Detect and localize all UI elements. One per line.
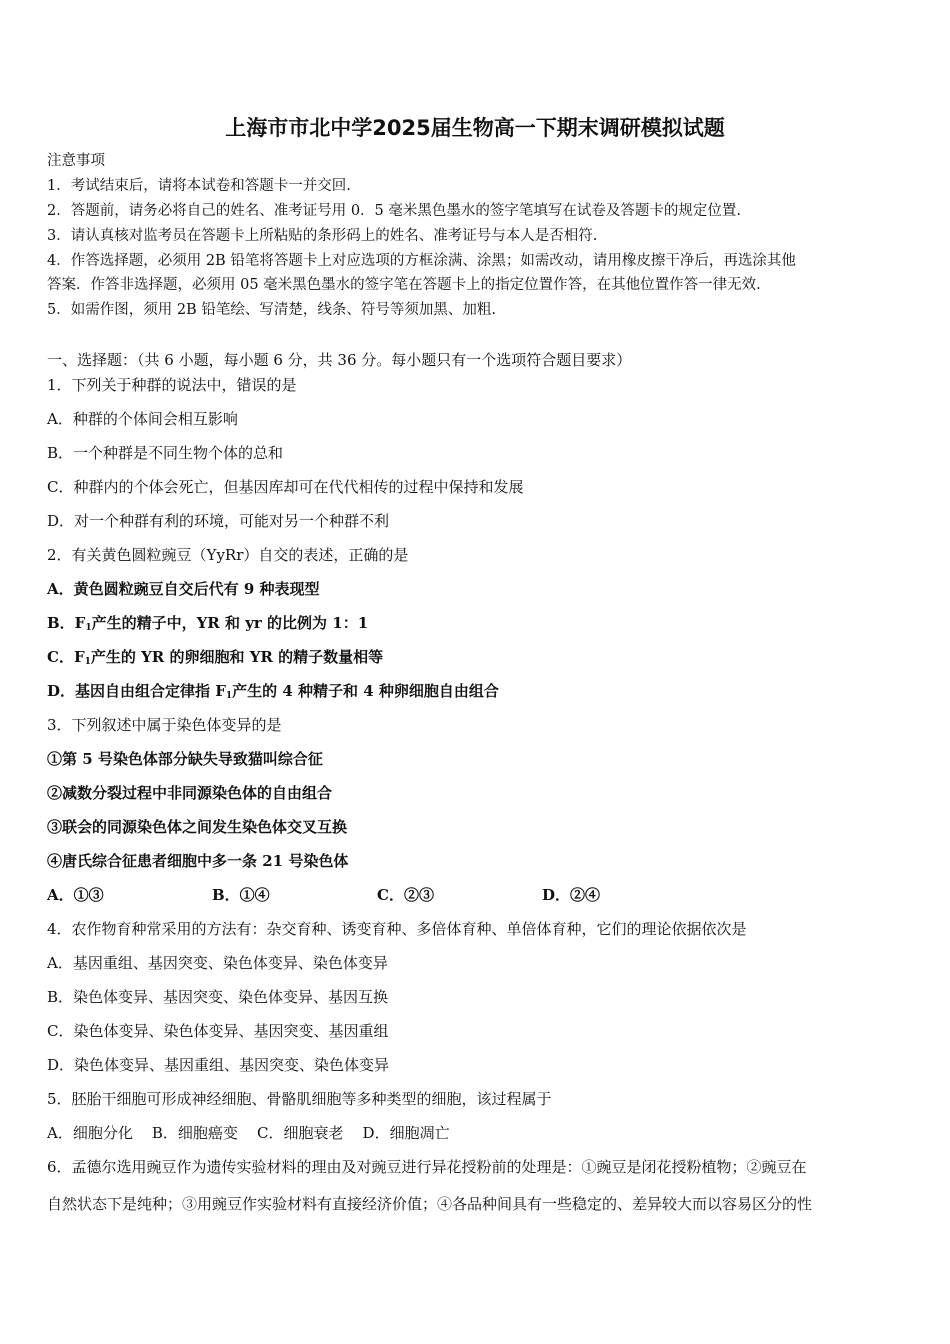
question-2-stem: 2．有关黄色圆粒豌豆（YyRr）自交的表述，正确的是 xyxy=(47,546,409,564)
question-3-option-d: D．②④ xyxy=(542,886,601,904)
notice-item: 4．作答选择题，必须用 2B 铅笔将答题卡上对应选项的方框涂满、涂黑；如需改动，请用橡皮擦干净后，再选涂其他 xyxy=(47,253,796,269)
question-5-options: A．细胞分化 B．细胞癌变 C．细胞衰老 D．细胞凋亡 xyxy=(47,1124,450,1142)
question-6-stem-line: 自然状态下是纯种；③用豌豆作实验材料有直接经济价值；④各品种间具有一些稳定的、差异较大而以容易区分的性 xyxy=(47,1195,813,1213)
notice-item: 5．如需作图，须用 2B 铅笔绘、写清楚，线条、符号等须加黑、加粗. xyxy=(47,302,496,318)
exam-title: 上海市市北中学2025届生物高一下期末调研模拟试题 xyxy=(225,116,725,140)
notice-item: 2．答题前，请务必将自己的姓名、准考证号用 0．5 毫米黑色墨水的签字笔填写在试卷及答题卡的规定位置. xyxy=(47,203,741,219)
question-4-stem: 4．农作物育种常采用的方法有：杂交育种、诱变育种、多倍体育种、单倍体育种，它们的理论依据依次是 xyxy=(47,920,747,938)
question-2-option-d: D．基因自由组合定律指 $F_1$产生的 4 种精子和 4 种卵细胞自由组合 xyxy=(47,682,499,701)
question-4-option-a: A．基因重组、基因突变、染色体变异、染色体变异 xyxy=(47,954,388,972)
question-3-statement: ④唐氏综合征患者细胞中多一条 21 号染色体 xyxy=(47,852,349,870)
question-3-option-c: C．②③ xyxy=(377,886,434,904)
question-6-stem-line: 6．孟德尔选用豌豆作为遗传实验材料的理由及对豌豆进行异花授粉前的处理是：①豌豆是闭花授粉植物；②豌豆在 xyxy=(47,1158,807,1176)
question-3-option-a: A．①③ xyxy=(47,886,104,904)
question-1-option-b: B．一个种群是不同生物个体的总和 xyxy=(47,444,284,462)
question-1-option-a: A．种群的个体间会相互影响 xyxy=(47,410,238,428)
question-4-option-d: D．染色体变异、基因重组、基因突变、染色体变异 xyxy=(47,1056,390,1074)
notice-heading: 注意事项 xyxy=(47,153,105,169)
section-heading: 一、选择题：（共 6 小题，每小题 6 分，共 36 分。每小题只有一个选项符合题目要求） xyxy=(47,351,632,369)
question-4-option-c: C．染色体变异、染色体变异、基因突变、基因重组 xyxy=(47,1022,389,1040)
notice-item: 3．请认真核对监考员在答题卡上所粘贴的条形码上的姓名、准考证号与本人是否相符. xyxy=(47,228,598,244)
question-3-statement: ③联会的同源染色体之间发生染色体交叉互换 xyxy=(47,818,348,836)
question-2-option-b: B．$F_1$产生的精子中，YR 和 yr 的比例为 1：1 xyxy=(47,614,369,633)
question-3-statement: ①第 5 号染色体部分缺失导致猫叫综合征 xyxy=(47,750,323,768)
question-1-stem: 1．下列关于种群的说法中，错误的是 xyxy=(47,376,297,394)
question-3-stem: 3．下列叙述中属于染色体变异的是 xyxy=(47,716,282,734)
question-4-option-b: B．染色体变异、基因突变、染色体变异、基因互换 xyxy=(47,988,389,1006)
question-1-option-c: C．种群内的个体会死亡，但基因库却可在代代相传的过程中保持和发展 xyxy=(47,478,524,496)
notice-item: 答案．作答非选择题，必须用 05 毫米黑色墨水的签字笔在答题卡上的指定位置作答，在其他位置作答一律无效. xyxy=(47,277,761,293)
question-3-statement: ②减数分裂过程中非同源染色体的自由组合 xyxy=(47,784,333,802)
question-3-option-b: B．①④ xyxy=(212,886,270,904)
question-5-stem: 5．胚胎干细胞可形成神经细胞、骨骼肌细胞等多种类型的细胞，该过程属于 xyxy=(47,1090,552,1108)
question-2-option-c: C．$F_1$产生的 YR 的卵细胞和 YR 的精子数量相等 xyxy=(47,648,384,667)
notice-item: 1．考试结束后，请将本试卷和答题卡一并交回. xyxy=(47,178,351,194)
question-1-option-d: D．对一个种群有利的环境，可能对另一个种群不利 xyxy=(47,512,390,530)
question-2-option-a: A．黄色圆粒豌豆自交后代有 9 种表现型 xyxy=(47,580,320,598)
